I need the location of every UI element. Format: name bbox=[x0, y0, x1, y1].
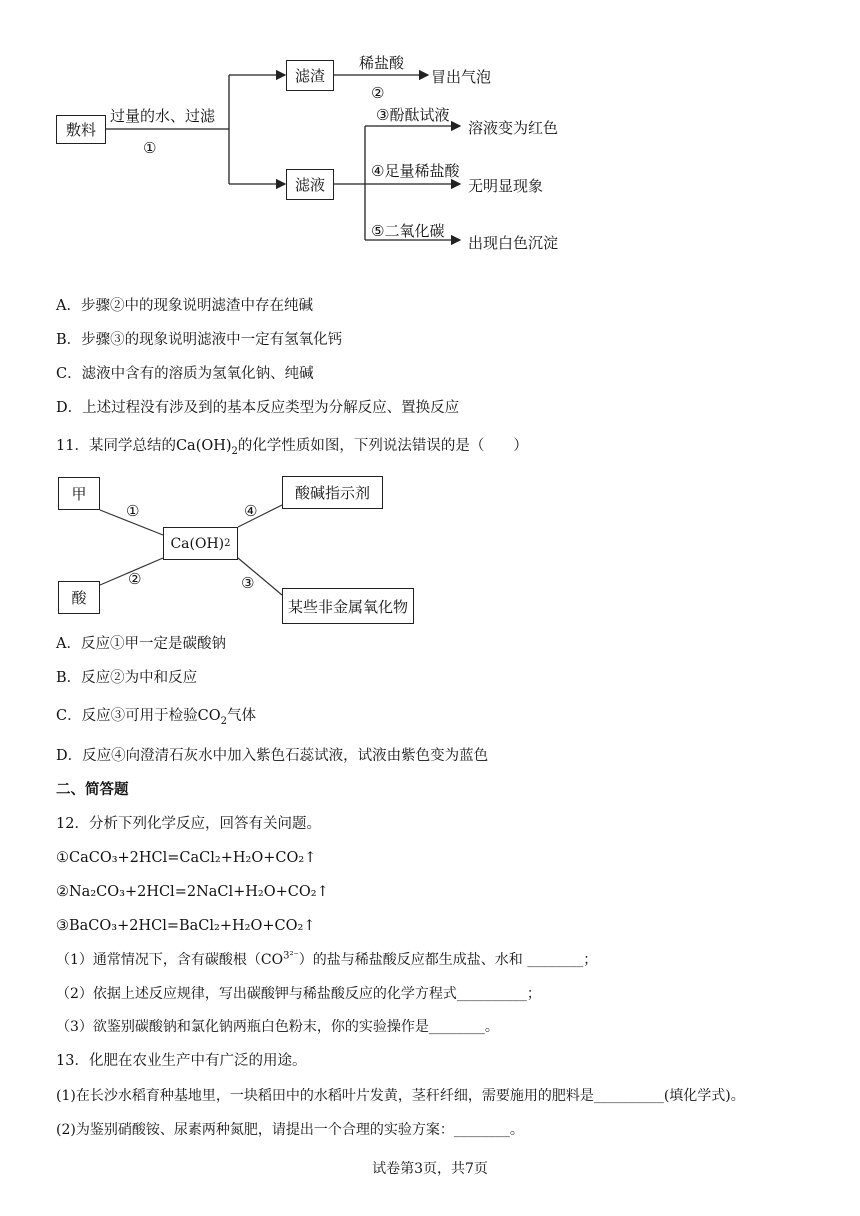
q13-part-1: (1)在长沙水稻育种基地里，一块稻田中的水稻叶片发黄，茎秆纤细，需要施用的肥料是__________(填化学式)。 bbox=[56, 1088, 745, 1104]
step5-label: ⑤二氧化碳 bbox=[371, 222, 445, 240]
result5: 出现白色沉淀 bbox=[468, 234, 559, 252]
box-jia: 甲 bbox=[58, 477, 100, 510]
q12-equation-3: ③BaCO₃+2HCl=BaCl₂+H₂O+CO₂↑ bbox=[56, 918, 316, 934]
q12-part-1 bbox=[56, 950, 597, 970]
q11-option-d: D．反应④向澄清石灰水中加入紫色石蕊试液，试液由紫色变为蓝色 bbox=[56, 748, 489, 764]
box-indicator: 酸碱指示剂 bbox=[282, 476, 383, 509]
step2-label: 稀盐酸 bbox=[359, 54, 405, 72]
q13-part-2: (2)为鉴别硝酸铵、尿素两种氮肥，请提出一个合理的实验方案：________。 bbox=[56, 1122, 524, 1138]
result2: 冒出气泡 bbox=[431, 68, 492, 86]
q11-option-c-suffix: 气体 bbox=[226, 708, 256, 724]
box-oxide: 某些非金属氧化物 bbox=[282, 588, 414, 624]
reaction-number-3: ③ bbox=[241, 574, 255, 592]
q11-option-a: A．反应①甲一定是碳酸钠 bbox=[56, 636, 226, 652]
q12-part-3: （3）欲鉴别碳酸钠和氯化钠两瓶白色粉末，你的实验操作是________。 bbox=[56, 1019, 499, 1035]
reaction-number-1: ① bbox=[126, 502, 140, 520]
caoh2-center-text: Ca(OH) bbox=[170, 535, 225, 552]
result4: 无明显现象 bbox=[468, 177, 544, 195]
step3-label: ③酚酞试液 bbox=[376, 106, 450, 124]
step1-number: ① bbox=[143, 139, 157, 157]
q12-part-2: （2）依据上述反应规律，写出碳酸钾与稀盐酸反应的化学方程式__________； bbox=[56, 986, 541, 1002]
q11-suffix: 的化学性质如图，下列说法错误的是（ ） bbox=[237, 438, 528, 454]
box-acid: 酸 bbox=[58, 581, 100, 614]
q11-option-c-sub: 2 bbox=[220, 715, 227, 727]
box-start: 敷料 bbox=[56, 115, 106, 144]
reaction-number-4: ④ bbox=[244, 502, 258, 520]
q10-option-b: B．步骤③的现象说明滤液中一定有氢氧化钙 bbox=[56, 332, 343, 348]
q11-option-c bbox=[56, 706, 256, 726]
reaction-number-2: ② bbox=[128, 570, 142, 588]
q10-option-d: D．上述过程没有涉及到的基本反应类型为分解反应、置换反应 bbox=[56, 400, 460, 416]
q11-sub: 2 bbox=[231, 445, 238, 457]
q12-part-1-prefix: （1）通常情况下，含有碳酸根（CO bbox=[56, 952, 284, 968]
q10-option-a: A．步骤②中的现象说明滤渣中存在纯碱 bbox=[56, 298, 313, 314]
q12-equation-1: ①CaCO₃+2HCl=CaCl₂+H₂O+CO₂↑ bbox=[56, 850, 317, 866]
page-footer: 试卷第3页，共7页 bbox=[372, 1161, 488, 1177]
q11-option-c-prefix: C．反应③可用于检验CO bbox=[56, 708, 221, 724]
q12-title: 12．分析下列化学反应，回答有关问题。 bbox=[56, 816, 321, 832]
q12-part-1-suffix: ）的盐与稀盐酸反应都生成盐、水和 ________； bbox=[298, 952, 598, 968]
box-filtrate: 滤液 bbox=[286, 169, 334, 200]
section-title: 二、简答题 bbox=[56, 781, 129, 798]
box-caoh2: Ca(OH) 2 bbox=[163, 527, 238, 560]
step2-number: ② bbox=[371, 84, 385, 102]
result3: 溶液变为红色 bbox=[468, 119, 559, 137]
box-residue: 滤渣 bbox=[286, 60, 334, 91]
q11-option-b: B．反应②为中和反应 bbox=[56, 670, 198, 686]
q11-prefix: 11．某同学总结的Ca(OH) bbox=[56, 438, 232, 454]
q12-equation-2: ②Na₂CO₃+2HCl=2NaCl+H₂O+CO₂↑ bbox=[56, 884, 329, 900]
q12-part-1-sup: 3²⁻ bbox=[283, 950, 299, 962]
step4-label: ④足量稀盐酸 bbox=[371, 162, 460, 180]
q10-option-c: C．滤液中含有的溶质为氢氧化钠、纯碱 bbox=[56, 366, 314, 382]
q13-title: 13．化肥在农业生产中有广泛的用途。 bbox=[56, 1053, 307, 1069]
step1-label: 过量的水、过滤 bbox=[110, 107, 216, 125]
